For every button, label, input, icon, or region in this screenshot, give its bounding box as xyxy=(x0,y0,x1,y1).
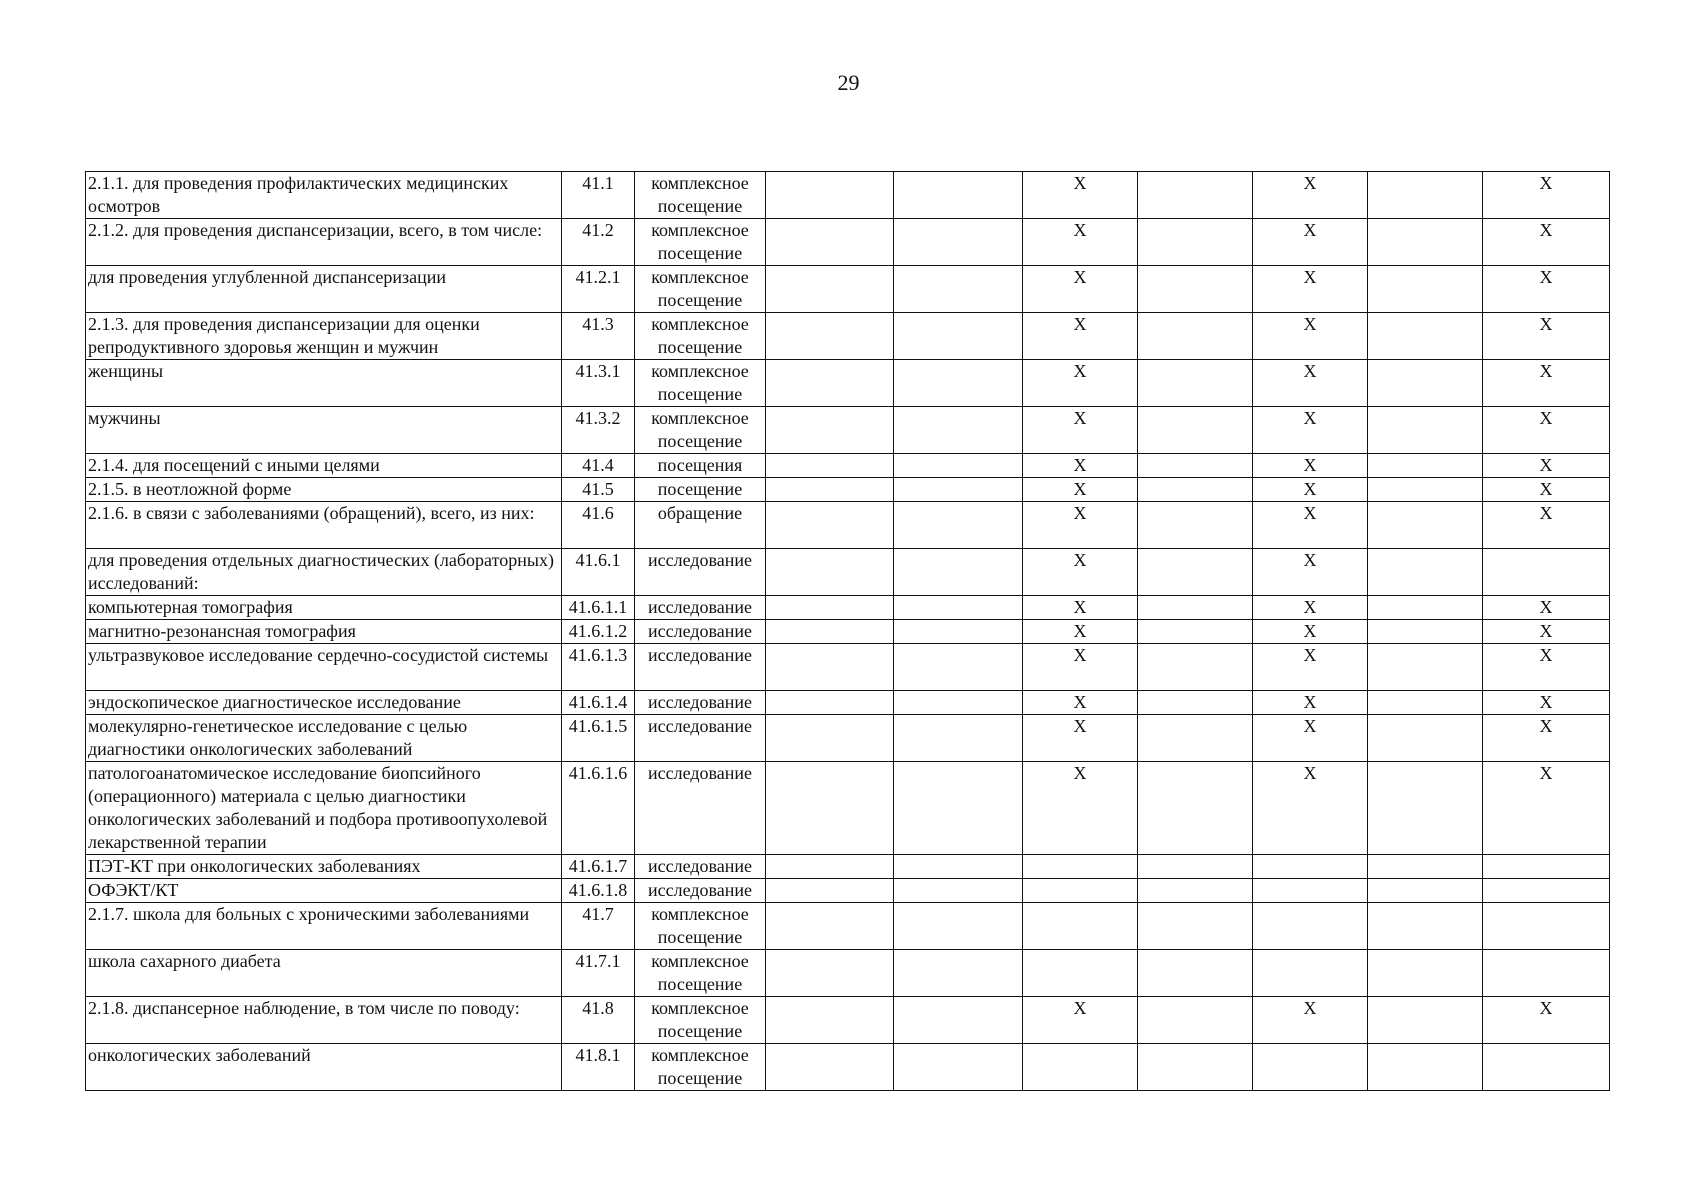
x-mark-cell: X xyxy=(1483,454,1610,478)
row-code-cell: 41.2.1 xyxy=(562,266,635,313)
row-code-cell: 41.7.1 xyxy=(562,950,635,997)
x-mark-cell: X xyxy=(1023,502,1138,549)
empty-cell xyxy=(766,762,894,855)
table-row xyxy=(86,997,1610,1044)
x-mark-cell: X xyxy=(1483,266,1610,313)
table-row xyxy=(86,266,1610,313)
empty-cell xyxy=(1138,502,1253,549)
row-code-cell: 41.4 xyxy=(562,454,635,478)
indicator-name-cell: онкологических заболеваний xyxy=(86,1044,562,1091)
x-mark-cell: X xyxy=(1253,620,1368,644)
table-row xyxy=(86,313,1610,360)
empty-cell xyxy=(1138,762,1253,855)
empty-cell xyxy=(1138,1044,1253,1091)
unit-cell: исследование xyxy=(635,620,766,644)
empty-cell xyxy=(894,644,1023,691)
indicator-name-cell: мужчины xyxy=(86,407,562,454)
x-mark-cell: X xyxy=(1253,549,1368,596)
empty-cell xyxy=(1368,219,1483,266)
indicator-name-cell: школа сахарного диабета xyxy=(86,950,562,997)
indicator-name-cell: ультразвуковое исследование сердечно-сосудистой системы xyxy=(86,644,562,691)
empty-cell xyxy=(894,266,1023,313)
empty-cell xyxy=(766,407,894,454)
table-row xyxy=(86,715,1610,762)
unit-cell: исследование xyxy=(635,855,766,879)
empty-cell xyxy=(1138,549,1253,596)
empty-cell xyxy=(894,502,1023,549)
indicator-name-cell: 2.1.8. диспансерное наблюдение, в том числе по поводу: xyxy=(86,997,562,1044)
unit-cell: исследование xyxy=(635,762,766,855)
x-mark-cell: X xyxy=(1483,715,1610,762)
table-row xyxy=(86,903,1610,950)
row-code-cell: 41.1 xyxy=(562,172,635,219)
empty-cell xyxy=(894,172,1023,219)
empty-cell xyxy=(766,950,894,997)
empty-cell xyxy=(894,691,1023,715)
unit-cell: посещение xyxy=(635,478,766,502)
empty-cell xyxy=(1138,644,1253,691)
table-row xyxy=(86,549,1610,596)
table-row xyxy=(86,454,1610,478)
indicator-name-cell: 2.1.3. для проведения диспансеризации для оценки репродуктивного здоровья женщин и мужчин xyxy=(86,313,562,360)
unit-cell: посещения xyxy=(635,454,766,478)
row-code-cell: 41.6.1.6 xyxy=(562,762,635,855)
unit-cell: исследование xyxy=(635,549,766,596)
empty-cell xyxy=(1138,454,1253,478)
x-mark-cell xyxy=(1023,1044,1138,1091)
empty-cell xyxy=(1368,762,1483,855)
x-mark-cell xyxy=(1253,903,1368,950)
empty-cell xyxy=(766,454,894,478)
empty-cell xyxy=(1368,172,1483,219)
indicator-name-cell: эндоскопическое диагностическое исследование xyxy=(86,691,562,715)
unit-cell: комплексное посещение xyxy=(635,360,766,407)
empty-cell xyxy=(894,549,1023,596)
unit-cell: исследование xyxy=(635,644,766,691)
x-mark-cell xyxy=(1483,903,1610,950)
empty-cell xyxy=(1368,360,1483,407)
row-code-cell: 41.6.1.7 xyxy=(562,855,635,879)
row-code-cell: 41.3 xyxy=(562,313,635,360)
empty-cell xyxy=(766,997,894,1044)
empty-cell xyxy=(1138,715,1253,762)
row-code-cell: 41.6.1.8 xyxy=(562,879,635,903)
x-mark-cell: X xyxy=(1023,172,1138,219)
indicator-name-cell: для проведения углубленной диспансеризации xyxy=(86,266,562,313)
empty-cell xyxy=(1138,855,1253,879)
row-code-cell: 41.7 xyxy=(562,903,635,950)
table-row xyxy=(86,219,1610,266)
empty-cell xyxy=(766,313,894,360)
x-mark-cell: X xyxy=(1253,219,1368,266)
unit-cell: обращение xyxy=(635,502,766,549)
table-row xyxy=(86,855,1610,879)
empty-cell xyxy=(894,855,1023,879)
x-mark-cell: X xyxy=(1253,644,1368,691)
indicator-name-cell: 2.1.6. в связи с заболеваниями (обращений), всего, из них: xyxy=(86,502,562,549)
unit-cell: комплексное посещение xyxy=(635,266,766,313)
empty-cell xyxy=(1138,219,1253,266)
indicator-name-cell: 2.1.4. для посещений с иными целями xyxy=(86,454,562,478)
empty-cell xyxy=(894,620,1023,644)
x-mark-cell xyxy=(1253,855,1368,879)
x-mark-cell: X xyxy=(1483,620,1610,644)
empty-cell xyxy=(894,903,1023,950)
empty-cell xyxy=(894,762,1023,855)
x-mark-cell xyxy=(1023,879,1138,903)
x-mark-cell: X xyxy=(1483,691,1610,715)
x-mark-cell: X xyxy=(1023,644,1138,691)
x-mark-cell xyxy=(1483,1044,1610,1091)
empty-cell xyxy=(1138,997,1253,1044)
x-mark-cell: X xyxy=(1023,691,1138,715)
empty-cell xyxy=(766,855,894,879)
indicator-name-cell: 2.1.2. для проведения диспансеризации, всего, в том числе: xyxy=(86,219,562,266)
x-mark-cell xyxy=(1023,903,1138,950)
table-row xyxy=(86,950,1610,997)
table-row xyxy=(86,502,1610,549)
empty-cell xyxy=(1138,407,1253,454)
empty-cell xyxy=(1138,266,1253,313)
empty-cell xyxy=(1138,172,1253,219)
x-mark-cell xyxy=(1483,950,1610,997)
table-body xyxy=(86,172,1610,1091)
table-row xyxy=(86,644,1610,691)
x-mark-cell: X xyxy=(1253,313,1368,360)
empty-cell xyxy=(1368,266,1483,313)
x-mark-cell xyxy=(1253,1044,1368,1091)
indicator-name-cell: 2.1.1. для проведения профилактических медицинских осмотров xyxy=(86,172,562,219)
x-mark-cell: X xyxy=(1483,478,1610,502)
table-row xyxy=(86,762,1610,855)
x-mark-cell: X xyxy=(1483,172,1610,219)
table-row xyxy=(86,407,1610,454)
unit-cell: комплексное посещение xyxy=(635,997,766,1044)
row-code-cell: 41.5 xyxy=(562,478,635,502)
indicator-name-cell: магнитно-резонансная томография xyxy=(86,620,562,644)
unit-cell: комплексное посещение xyxy=(635,313,766,360)
empty-cell xyxy=(766,478,894,502)
x-mark-cell: X xyxy=(1253,715,1368,762)
empty-cell xyxy=(894,879,1023,903)
x-mark-cell: X xyxy=(1253,997,1368,1044)
unit-cell: комплексное посещение xyxy=(635,903,766,950)
indicator-name-cell: молекулярно-генетическое исследование с целью диагностики онкологических заболеваний xyxy=(86,715,562,762)
unit-cell: исследование xyxy=(635,715,766,762)
x-mark-cell xyxy=(1483,879,1610,903)
x-mark-cell: X xyxy=(1023,997,1138,1044)
empty-cell xyxy=(894,950,1023,997)
x-mark-cell: X xyxy=(1253,360,1368,407)
empty-cell xyxy=(766,691,894,715)
x-mark-cell: X xyxy=(1483,502,1610,549)
table-row xyxy=(86,478,1610,502)
x-mark-cell xyxy=(1483,549,1610,596)
empty-cell xyxy=(1138,596,1253,620)
x-mark-cell: X xyxy=(1483,407,1610,454)
unit-cell: комплексное посещение xyxy=(635,219,766,266)
empty-cell xyxy=(1138,691,1253,715)
empty-cell xyxy=(766,879,894,903)
empty-cell xyxy=(1368,715,1483,762)
indicator-name-cell: женщины xyxy=(86,360,562,407)
empty-cell xyxy=(1368,313,1483,360)
empty-cell xyxy=(1138,313,1253,360)
empty-cell xyxy=(894,407,1023,454)
row-code-cell: 41.8.1 xyxy=(562,1044,635,1091)
unit-cell: исследование xyxy=(635,596,766,620)
x-mark-cell: X xyxy=(1253,478,1368,502)
unit-cell: исследование xyxy=(635,691,766,715)
empty-cell xyxy=(1138,879,1253,903)
table-row xyxy=(86,879,1610,903)
row-code-cell: 41.2 xyxy=(562,219,635,266)
x-mark-cell: X xyxy=(1483,997,1610,1044)
empty-cell xyxy=(1138,620,1253,644)
table-row xyxy=(86,620,1610,644)
x-mark-cell: X xyxy=(1253,762,1368,855)
indicator-name-cell: 2.1.5. в неотложной форме xyxy=(86,478,562,502)
indicator-name-cell: компьютерная томография xyxy=(86,596,562,620)
empty-cell xyxy=(1368,549,1483,596)
empty-cell xyxy=(1368,502,1483,549)
empty-cell xyxy=(766,1044,894,1091)
x-mark-cell xyxy=(1483,855,1610,879)
row-code-cell: 41.6.1.3 xyxy=(562,644,635,691)
row-code-cell: 41.6.1.2 xyxy=(562,620,635,644)
empty-cell xyxy=(894,478,1023,502)
x-mark-cell: X xyxy=(1023,219,1138,266)
empty-cell xyxy=(894,313,1023,360)
x-mark-cell: X xyxy=(1253,407,1368,454)
row-code-cell: 41.3.2 xyxy=(562,407,635,454)
indicator-name-cell: ОФЭКТ/КТ xyxy=(86,879,562,903)
empty-cell xyxy=(894,596,1023,620)
empty-cell xyxy=(1368,855,1483,879)
x-mark-cell: X xyxy=(1253,172,1368,219)
empty-cell xyxy=(766,715,894,762)
x-mark-cell: X xyxy=(1253,596,1368,620)
empty-cell xyxy=(766,620,894,644)
empty-cell xyxy=(1368,950,1483,997)
empty-cell xyxy=(766,502,894,549)
empty-cell xyxy=(1138,950,1253,997)
empty-cell xyxy=(894,360,1023,407)
row-code-cell: 41.6 xyxy=(562,502,635,549)
x-mark-cell: X xyxy=(1483,313,1610,360)
x-mark-cell: X xyxy=(1483,360,1610,407)
x-mark-cell: X xyxy=(1253,266,1368,313)
row-code-cell: 41.6.1.1 xyxy=(562,596,635,620)
x-mark-cell: X xyxy=(1253,691,1368,715)
empty-cell xyxy=(1368,879,1483,903)
indicator-name-cell: ПЭТ-КТ при онкологических заболеваниях xyxy=(86,855,562,879)
empty-cell xyxy=(766,172,894,219)
empty-cell xyxy=(894,454,1023,478)
unit-cell: комплексное посещение xyxy=(635,950,766,997)
empty-cell xyxy=(1368,620,1483,644)
x-mark-cell: X xyxy=(1483,596,1610,620)
empty-cell xyxy=(766,360,894,407)
x-mark-cell: X xyxy=(1023,478,1138,502)
table-row xyxy=(86,691,1610,715)
empty-cell xyxy=(1138,360,1253,407)
empty-cell xyxy=(1368,903,1483,950)
x-mark-cell: X xyxy=(1023,266,1138,313)
volume-table xyxy=(85,171,1610,1091)
empty-cell xyxy=(1368,644,1483,691)
empty-cell xyxy=(766,266,894,313)
unit-cell: комплексное посещение xyxy=(635,1044,766,1091)
row-code-cell: 41.6.1 xyxy=(562,549,635,596)
table-row xyxy=(86,1044,1610,1091)
empty-cell xyxy=(894,715,1023,762)
x-mark-cell: X xyxy=(1023,549,1138,596)
x-mark-cell xyxy=(1253,950,1368,997)
empty-cell xyxy=(1368,454,1483,478)
x-mark-cell: X xyxy=(1023,313,1138,360)
empty-cell xyxy=(894,219,1023,266)
page-number: 29 xyxy=(837,70,860,95)
empty-cell xyxy=(766,219,894,266)
empty-cell xyxy=(766,903,894,950)
empty-cell xyxy=(1368,1044,1483,1091)
empty-cell xyxy=(894,1044,1023,1091)
table-row xyxy=(86,360,1610,407)
row-code-cell: 41.6.1.4 xyxy=(562,691,635,715)
empty-cell xyxy=(894,997,1023,1044)
x-mark-cell: X xyxy=(1483,219,1610,266)
row-code-cell: 41.3.1 xyxy=(562,360,635,407)
x-mark-cell: X xyxy=(1253,454,1368,478)
x-mark-cell xyxy=(1023,950,1138,997)
empty-cell xyxy=(1368,596,1483,620)
table-row xyxy=(86,172,1610,219)
x-mark-cell: X xyxy=(1023,715,1138,762)
empty-cell xyxy=(766,644,894,691)
x-mark-cell: X xyxy=(1483,644,1610,691)
empty-cell xyxy=(1368,407,1483,454)
row-code-cell: 41.6.1.5 xyxy=(562,715,635,762)
x-mark-cell: X xyxy=(1023,454,1138,478)
x-mark-cell: X xyxy=(1023,407,1138,454)
x-mark-cell: X xyxy=(1023,620,1138,644)
row-code-cell: 41.8 xyxy=(562,997,635,1044)
x-mark-cell: X xyxy=(1023,762,1138,855)
x-mark-cell: X xyxy=(1023,596,1138,620)
empty-cell xyxy=(1368,691,1483,715)
unit-cell: комплексное посещение xyxy=(635,172,766,219)
x-mark-cell: X xyxy=(1483,762,1610,855)
table-row xyxy=(86,596,1610,620)
unit-cell: исследование xyxy=(635,879,766,903)
x-mark-cell xyxy=(1023,855,1138,879)
indicator-name-cell: патологоанатомическое исследование биопсийного (операционного) материала с целью диагностики онкологических заболеваний и подбора противоопухолевой лекарственной терапии xyxy=(86,762,562,855)
indicator-name-cell: для проведения отдельных диагностических (лабораторных) исследований: xyxy=(86,549,562,596)
empty-cell xyxy=(1138,903,1253,950)
empty-cell xyxy=(766,596,894,620)
empty-cell xyxy=(766,549,894,596)
empty-cell xyxy=(1138,478,1253,502)
unit-cell: комплексное посещение xyxy=(635,407,766,454)
empty-cell xyxy=(1368,997,1483,1044)
x-mark-cell: X xyxy=(1023,360,1138,407)
empty-cell xyxy=(1368,478,1483,502)
x-mark-cell: X xyxy=(1253,502,1368,549)
indicator-name-cell: 2.1.7. школа для больных с хроническими заболеваниями xyxy=(86,903,562,950)
x-mark-cell xyxy=(1253,879,1368,903)
